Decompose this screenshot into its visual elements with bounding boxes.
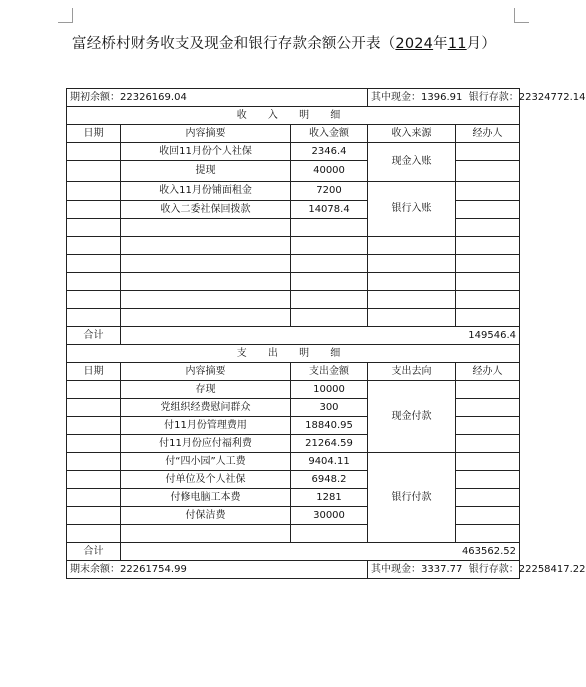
- expense-date: [67, 489, 121, 507]
- income-amount: 40000: [291, 161, 368, 182]
- expense-date: [67, 381, 121, 399]
- income-row: [67, 182, 520, 201]
- closing-balance: 期末余额：22261754.99: [67, 561, 368, 579]
- expense-total-label: 合计: [67, 543, 121, 561]
- closing-bank: 银行存款：22258417.22: [468, 563, 586, 575]
- income-summary: 收回11月份个人社保: [121, 143, 291, 161]
- income-source-cash: 现金入账: [368, 143, 456, 182]
- income-total-row: [67, 327, 520, 345]
- expense-header-date: 日期: [67, 363, 121, 381]
- expense-row: [67, 381, 520, 399]
- expense-handler: [456, 417, 520, 435]
- income-amount: [291, 219, 368, 237]
- income-header-row: [67, 125, 520, 143]
- empty-cell: [121, 237, 291, 255]
- income-total-value: 149546.4: [121, 327, 520, 345]
- expense-handler: [456, 399, 520, 417]
- title-year-suffix: 年: [433, 36, 448, 52]
- expense-amount: 6948.2: [291, 471, 368, 489]
- expense-row: [67, 453, 520, 471]
- title-prefix: 富经桥村财务收支及现金和银行存款余额公开表（: [72, 36, 396, 52]
- income-date: [67, 143, 121, 161]
- expense-date: [67, 417, 121, 435]
- income-source-bank: 银行入账: [368, 182, 456, 237]
- empty-cell: [368, 237, 456, 255]
- income-amount: 7200: [291, 182, 368, 201]
- income-handler: [456, 143, 520, 161]
- expense-summary: 存现: [121, 381, 291, 399]
- income-handler: [456, 161, 520, 182]
- income-summary: 提现: [121, 161, 291, 182]
- empty-cell: [368, 255, 456, 273]
- expense-amount: 300: [291, 399, 368, 417]
- finance-table: [66, 88, 586, 579]
- empty-cell: [368, 309, 456, 327]
- expense-handler: [456, 525, 520, 543]
- empty-cell: [456, 255, 520, 273]
- expense-handler: [456, 381, 520, 399]
- empty-cell: [291, 309, 368, 327]
- income-amount: 2346.4: [291, 143, 368, 161]
- income-row-empty: [67, 291, 520, 309]
- expense-header-handler: 经办人: [456, 363, 520, 381]
- empty-cell: [67, 273, 121, 291]
- opening-bank: 银行存款：22324772.14: [468, 91, 586, 103]
- expense-handler: [456, 489, 520, 507]
- income-header-handler: 经办人: [456, 125, 520, 143]
- crop-mark-top-left: [58, 8, 73, 23]
- expense-dest-bank: 银行付款: [368, 453, 456, 543]
- empty-cell: [67, 291, 121, 309]
- closing-row: [67, 561, 520, 579]
- income-header-amount: 收入金额: [291, 125, 368, 143]
- expense-total-row: [67, 543, 520, 561]
- income-summary: 收入二委社保回拨款: [121, 201, 291, 219]
- income-handler: [456, 182, 520, 201]
- expense-summary: 付修电脑工本费: [121, 489, 291, 507]
- expense-dest-cash: 现金付款: [368, 381, 456, 453]
- empty-cell: [121, 291, 291, 309]
- empty-cell: [67, 237, 121, 255]
- expense-date: [67, 453, 121, 471]
- expense-date: [67, 471, 121, 489]
- empty-cell: [291, 237, 368, 255]
- empty-cell: [121, 309, 291, 327]
- title-month: 11: [447, 36, 467, 52]
- closing-cash-bank: [368, 561, 586, 579]
- income-date: [67, 182, 121, 201]
- expense-total-value: 463562.52: [121, 543, 520, 561]
- expense-header-amount: 支出金额: [291, 363, 368, 381]
- expense-handler: [456, 453, 520, 471]
- income-section-row: [67, 107, 520, 125]
- empty-cell: [291, 273, 368, 291]
- page-title: [72, 32, 496, 53]
- expense-summary: 付保洁费: [121, 507, 291, 525]
- expense-section-row: [67, 345, 520, 363]
- title-year: 2024: [395, 36, 434, 52]
- income-row-empty: [67, 255, 520, 273]
- expense-amount: 1281: [291, 489, 368, 507]
- income-header-summary: 内容摘要: [121, 125, 291, 143]
- expense-amount: [291, 525, 368, 543]
- income-row-empty: [67, 309, 520, 327]
- empty-cell: [67, 309, 121, 327]
- empty-cell: [456, 273, 520, 291]
- expense-amount: 30000: [291, 507, 368, 525]
- empty-cell: [67, 255, 121, 273]
- income-date: [67, 161, 121, 182]
- crop-mark-top-right: [514, 8, 529, 23]
- expense-handler: [456, 471, 520, 489]
- title-suffix: 月）: [466, 36, 497, 52]
- income-total-label: 合计: [67, 327, 121, 345]
- expense-summary: 付11月份管理费用: [121, 417, 291, 435]
- empty-cell: [291, 291, 368, 309]
- expense-header-summary: 内容摘要: [121, 363, 291, 381]
- empty-cell: [368, 291, 456, 309]
- empty-cell: [456, 309, 520, 327]
- opening-cash: 其中现金：1396.91: [371, 91, 463, 103]
- empty-cell: [368, 273, 456, 291]
- income-summary: [121, 219, 291, 237]
- income-amount: 14078.4: [291, 201, 368, 219]
- closing-cash: 其中现金：3337.77: [371, 563, 463, 575]
- opening-row: [67, 89, 520, 107]
- income-row-empty: [67, 273, 520, 291]
- expense-date: [67, 435, 121, 453]
- opening-cash-bank: [368, 89, 586, 107]
- income-section-title: 收 入 明 细: [67, 107, 520, 125]
- expense-amount: 21264.59: [291, 435, 368, 453]
- income-handler: [456, 201, 520, 219]
- expense-summary: 党组织经费慰问群众: [121, 399, 291, 417]
- empty-cell: [121, 273, 291, 291]
- empty-cell: [456, 291, 520, 309]
- opening-balance: 期初余额：22326169.04: [67, 89, 368, 107]
- expense-summary: 付“四小园”人工费: [121, 453, 291, 471]
- expense-summary: [121, 525, 291, 543]
- expense-amount: 18840.95: [291, 417, 368, 435]
- income-row-empty: [67, 237, 520, 255]
- expense-summary: 付11月份应付福利费: [121, 435, 291, 453]
- expense-date: [67, 399, 121, 417]
- expense-header-row: [67, 363, 520, 381]
- empty-cell: [121, 255, 291, 273]
- expense-summary: 付单位及个人社保: [121, 471, 291, 489]
- expense-handler: [456, 507, 520, 525]
- expense-header-destination: 支出去向: [368, 363, 456, 381]
- expense-date: [67, 525, 121, 543]
- income-header-date: 日期: [67, 125, 121, 143]
- expense-handler: [456, 435, 520, 453]
- income-row: [67, 143, 520, 161]
- empty-cell: [456, 237, 520, 255]
- income-summary: 收入11月份铺面租金: [121, 182, 291, 201]
- income-date: [67, 219, 121, 237]
- expense-date: [67, 507, 121, 525]
- income-header-source: 收入来源: [368, 125, 456, 143]
- income-handler: [456, 219, 520, 237]
- income-date: [67, 201, 121, 219]
- expense-section-title: 支 出 明 细: [67, 345, 520, 363]
- empty-cell: [291, 255, 368, 273]
- expense-amount: 9404.11: [291, 453, 368, 471]
- expense-amount: 10000: [291, 381, 368, 399]
